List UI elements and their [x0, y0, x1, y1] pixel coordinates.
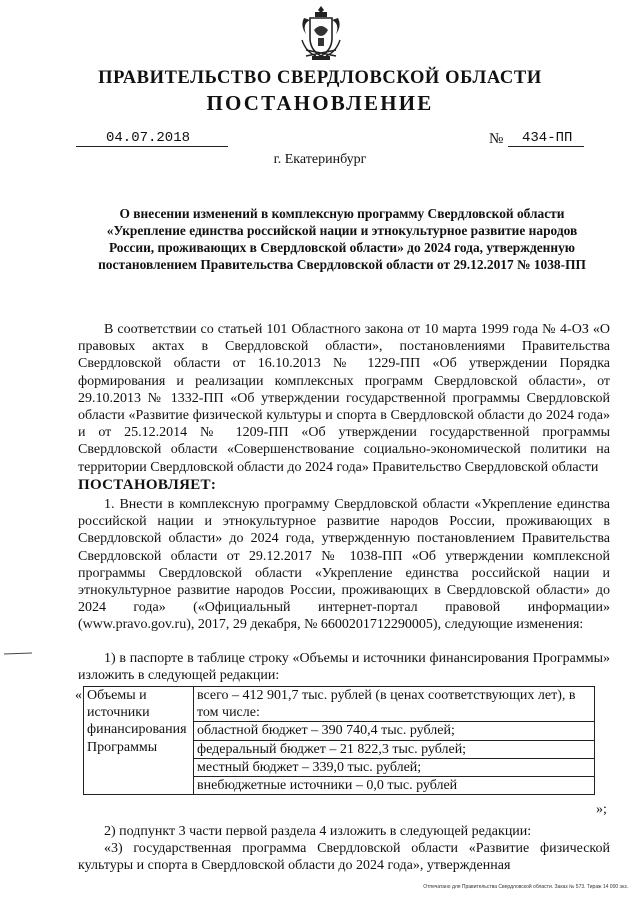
- funding-regional: областной бюджет – 390 740,4 тыс. рублей;: [194, 722, 594, 740]
- document-date: 04.07.2018: [106, 130, 191, 146]
- number-sign: №: [489, 131, 504, 147]
- funding-table: [83, 686, 595, 795]
- coat-of-arms-icon: [298, 4, 344, 62]
- document-number: 434-ПП: [522, 130, 573, 146]
- subitem-2-text: «3) государственная программа Свердловской области «Развитие физической культуры и спорта в Свердловской области до 2024 года», утвержденная: [78, 841, 610, 874]
- funding-label-cell: Объемы и источники финансирования Программы: [84, 687, 194, 795]
- number-underline: [508, 146, 584, 147]
- table-close-quote: »;: [596, 802, 607, 817]
- funding-total: всего – 412 901,7 тыс. рублей (в ценах соответствующих лет), в том числе:: [194, 687, 594, 722]
- document-heading: О внесении изменений в комплексную программу Свердловской области «Укрепление единства российской нации и этнокультурное развитие народов России, проживающих в Свердловской области» до 2024 года, утвержденную постановлением Правительства Свердловской области от 29.12.2017 № 1038-ПП: [98, 206, 586, 272]
- organization-title: ПРАВИТЕЛЬСТВО СВЕРДЛОВСКОЙ ОБЛАСТИ: [98, 68, 542, 88]
- city: г. Екатеринбург: [273, 152, 367, 167]
- funding-extrabudgetary: внебюджетные источники – 0,0 тыс. рублей: [197, 778, 458, 794]
- date-underline: [76, 146, 228, 147]
- table-open-quote: «: [75, 688, 82, 703]
- item-1-paragraph: 1. Внести в комплексную программу Свердловской области «Укрепление единства российской нации и этнокультурное развитие народов России, проживающих в Свердловской области» до 2024 года, утвержденную постановлением Правительства Свердловской области от 29.12.2017 № 1038-ПП «Об утверждении комплексной программы Свердловской области «Укрепление единства российской нации и этнокультурное развитие народов России, проживающих в Свердловской области» до 2024 года» («Официальный интернет-портал правовой информации» (www.pravo.gov.ru), 2017, 29 декабря, № 6600201712290005), следующие изменения:: [78, 497, 610, 633]
- table-row: [84, 687, 595, 795]
- funding-federal: федеральный бюджет – 21 822,3 тыс. рублей;: [194, 741, 594, 759]
- intro-paragraph: В соответствии со статьей 101 Областного закона от 10 марта 1999 года № 4-ОЗ «О правовых актах в Свердловской области», постановлениями Правительства Свердловской области от 16.10.2013 № 1229-ПП «Об утверждении Порядка формирования и реализации комплексных программ Свердловской области», от 29.10.2013 № 1332-ПП «Об утверждении государственной программы Свердловской области «Развитие физической культуры и спорта в Свердловской области до 2024 года» и от 25.12.2014 № 1209-ПП «Об утверждении государственной программы Свердловской области «Совершенствование социально-экономической политики на территории Свердловской области до 2024 года» Правительство Свердловской области: [78, 322, 610, 475]
- decree-word: ПОСТАНОВЛЯЕТ:: [78, 477, 217, 493]
- margin-pen-mark: [4, 652, 32, 655]
- funding-local: местный бюджет – 339,0 тыс. рублей;: [194, 759, 594, 777]
- print-note: Отпечатано для Правительства Свердловской области. Заказ № 573. Тираж 14 000 экз.: [423, 884, 628, 890]
- subitem-2-paragraph: 2) подпункт 3 части первой раздела 4 изложить в следующей редакции:: [104, 824, 532, 839]
- document-type: ПОСТАНОВЛЕНИЕ: [206, 91, 434, 115]
- subitem-1-paragraph: 1) в паспорте в таблице строку «Объемы и источники финансирования Программы» изложить в следующей редакции:: [78, 651, 610, 684]
- funding-values-cell: [194, 687, 595, 795]
